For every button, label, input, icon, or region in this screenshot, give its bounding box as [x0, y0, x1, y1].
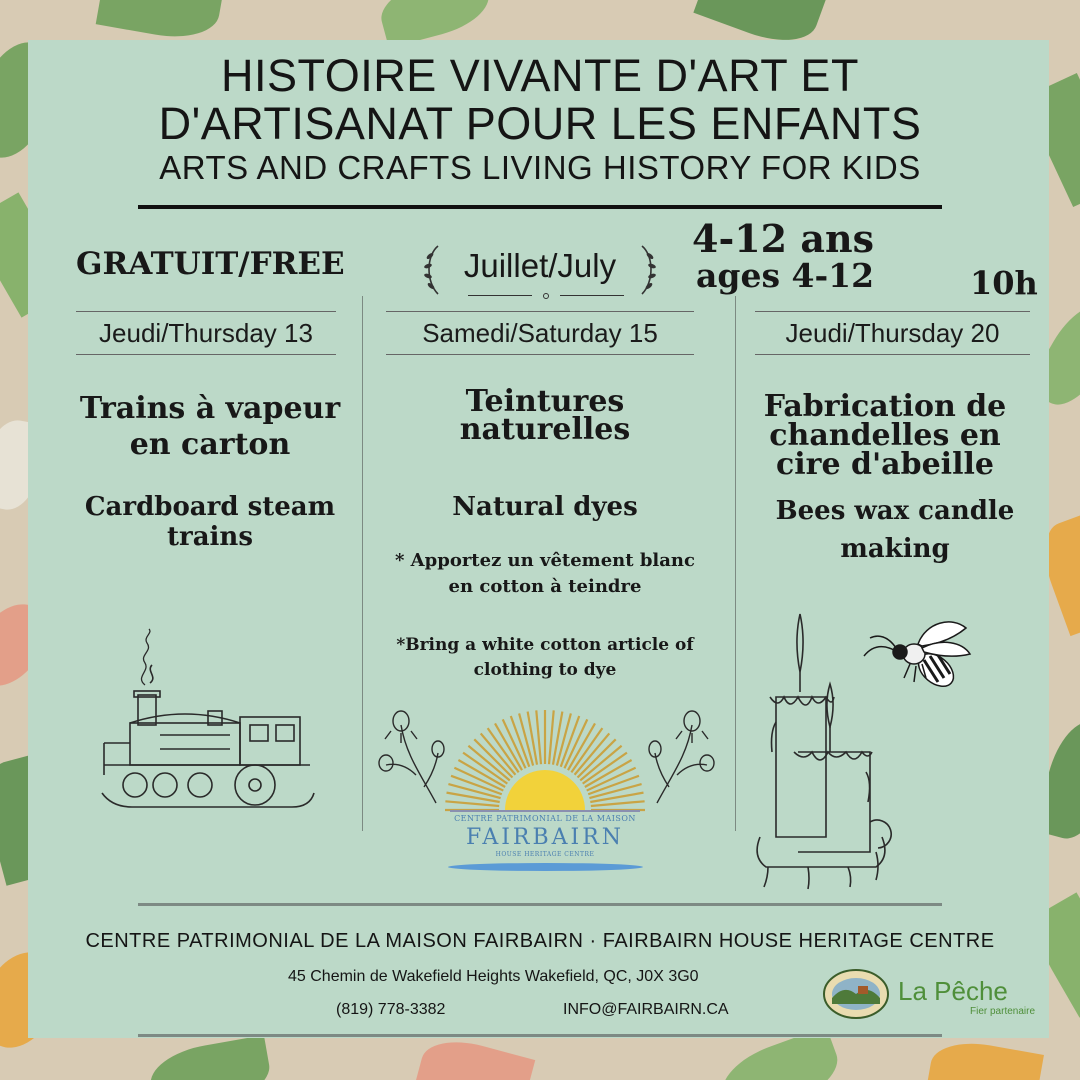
event-title-fr-1: [60, 393, 360, 461]
event-date-3: [755, 311, 1030, 355]
title-fr-line: chandelles en: [769, 418, 1001, 453]
title-en-line: making: [840, 534, 950, 564]
column-divider: [735, 296, 736, 831]
logo-water: [448, 863, 643, 871]
month-rule-left: [468, 295, 532, 296]
ages-english: ages 4-12: [696, 256, 875, 295]
footer-divider-top: [138, 903, 942, 906]
event-title-en-3: [745, 492, 1045, 568]
sun-ray: [445, 801, 499, 806]
phone-number[interactable]: (819) 778-3382: [336, 1001, 446, 1018]
event-title-fr-3: [740, 389, 1030, 482]
sun-logo: [440, 705, 650, 815]
event-note-fr-2: [380, 548, 710, 600]
page-title: [0, 52, 1080, 148]
bee-icon: [862, 614, 974, 704]
title-en-line: Cardboard steam: [84, 492, 336, 522]
event-title-fr-2: [395, 384, 695, 447]
event-date-label: Jeudi/Thursday 13: [99, 318, 313, 348]
event-date-2: [386, 311, 694, 355]
coneflower-icon: [647, 705, 717, 805]
sun-ray: [447, 793, 500, 802]
sun-ray: [591, 801, 645, 806]
month-rule-dot: [543, 293, 549, 299]
leaf-decoration: [146, 1035, 275, 1080]
logo-line-2: HOUSE HERITAGE CENTRE: [495, 851, 595, 858]
title-fr-line: cire d'abeille: [776, 447, 994, 482]
fairbairn-logo: [440, 705, 650, 875]
start-time: 10h: [970, 264, 1038, 302]
leaf-decoration: [96, 0, 225, 45]
event-date-label: Samedi/Saturday 15: [422, 318, 658, 348]
la-peche-emblem: [822, 968, 890, 1020]
title-fr-line: Fabrication de: [763, 389, 1007, 424]
footer-divider-bottom: [138, 1034, 942, 1037]
title-line-1: HISTOIRE VIVANTE D'ART ET: [221, 50, 859, 101]
sun-ray: [528, 712, 537, 765]
note-line: clothing to dye: [473, 660, 617, 680]
steam-train-illustration: [100, 625, 325, 810]
sun-ray: [536, 710, 541, 764]
sun-ray: [590, 793, 643, 802]
title-line-2: D'ARTISANAT POUR LES ENFANTS: [158, 98, 922, 149]
event-date-label: Jeudi/Thursday 20: [785, 318, 1000, 348]
event-title-en-2: [395, 492, 695, 522]
logo-line-1: CENTRE PATRIMONIAL DE LA MAISON: [454, 814, 636, 823]
column-divider: [362, 296, 363, 831]
partner-name: La Pêche: [898, 976, 1008, 1006]
sun-ray: [553, 712, 562, 765]
note-line: * Apportez un vêtement blanc: [395, 550, 695, 571]
coneflower-icon: [376, 705, 446, 805]
email-link[interactable]: INFO@FAIRBAIRN.CA: [563, 1001, 729, 1018]
event-note-en-2: [380, 633, 710, 683]
title-en-line: Natural dyes: [452, 492, 638, 522]
month-box: [420, 240, 660, 302]
month-label: Juillet/July: [463, 247, 617, 284]
month-rule-right: [560, 295, 624, 296]
title-fr-line: naturelles: [459, 412, 631, 447]
title-en-line: trains: [167, 522, 253, 552]
note-line: en cotton à teindre: [448, 576, 642, 597]
leaf-decoration: [926, 1036, 1044, 1080]
address: 45 Chemin de Wakefield Heights Wakefield, QC, J0X 3G0: [288, 968, 699, 985]
note-line: *Bring a white cotton article of: [396, 635, 694, 655]
organization-name: CENTRE PATRIMONIAL DE LA MAISON FAIRBAIRN · FAIRBAIRN HOUSE HERITAGE CENTRE: [85, 930, 995, 952]
logo-name: FAIRBAIRN: [465, 825, 625, 850]
sun-ray: [549, 710, 554, 764]
ages-french: 4-12 ans: [692, 216, 874, 261]
event-date-1: [76, 311, 336, 355]
english-subtitle: ARTS AND CRAFTS LIVING HISTORY FOR KIDS: [159, 149, 921, 186]
leaf-decoration: [415, 1032, 535, 1080]
title-fr-line: en carton: [129, 427, 291, 462]
title-fr-line: Teintures: [465, 384, 625, 419]
event-title-en-1: [60, 492, 360, 552]
price-label: GRATUIT/FREE: [76, 246, 345, 282]
title-divider: [138, 205, 942, 209]
title-fr-line: Trains à vapeur: [79, 391, 341, 426]
partner-tagline: Fier partenaire: [970, 1006, 1036, 1017]
title-en-line: Bees wax candle: [775, 496, 1015, 526]
